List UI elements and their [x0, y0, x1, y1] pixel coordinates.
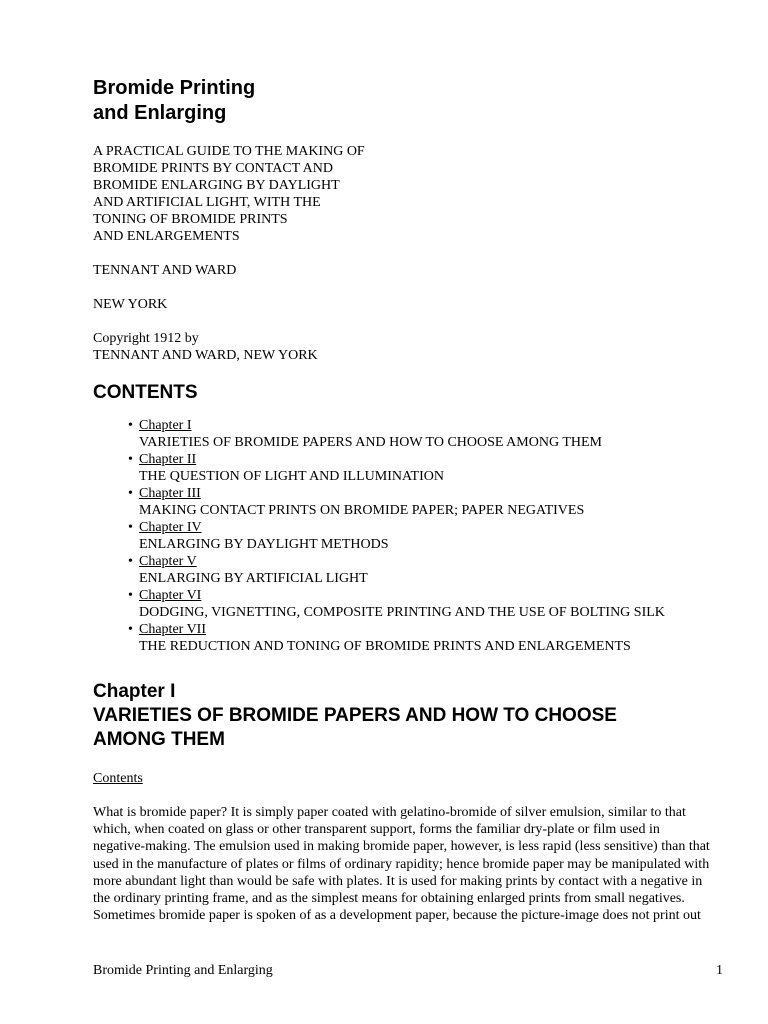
bullet-icon: • — [128, 452, 133, 467]
subtitle-line: BROMIDE ENLARGING BY DAYLIGHT — [93, 178, 340, 193]
bullet-icon: • — [128, 486, 133, 501]
copyright-notice — [93, 330, 725, 364]
paragraph-line: What is bromide paper? It is simply paper coated with gelatino-bromide of silver emulsion, similar to that — [93, 805, 686, 820]
toc-description: MAKING CONTACT PRINTS ON BROMIDE PAPER; PAPER NEGATIVES — [139, 503, 585, 518]
paragraph-line: more abundant light than would be safe with plates. It is used for making prints by contact with a negative in — [93, 873, 703, 889]
footer-title: Bromide Printing and Enlarging — [93, 963, 273, 978]
chapter-title-line-1: VARIETIES OF BROMIDE PAPERS AND HOW TO CHOOSE — [93, 705, 617, 726]
page-number: 1 — [716, 963, 723, 978]
toc-item-chapter-2 — [128, 451, 725, 485]
toc-item-chapter-3 — [128, 485, 725, 519]
toc-description: DODGING, VIGNETTING, COMPOSITE PRINTING AND THE USE OF BOLTING SILK — [139, 605, 665, 620]
toc-description: THE QUESTION OF LIGHT AND ILLUMINATION — [139, 469, 444, 484]
toc-description: ENLARGING BY ARTIFICIAL LIGHT — [139, 571, 368, 586]
toc-link-chapter-3[interactable]: Chapter III — [139, 486, 201, 501]
toc-link-chapter-6[interactable]: Chapter VI — [139, 588, 202, 603]
toc-link-chapter-4[interactable]: Chapter IV — [139, 520, 202, 535]
paragraph-line: the ordinary printing frame, and as the simplest means for obtaining enlarged prints from small negatives. — [93, 891, 685, 907]
bullet-icon: • — [128, 418, 133, 433]
publisher-text: TENNANT AND WARD — [93, 263, 237, 278]
document-page — [93, 76, 725, 924]
copyright-line-1: Copyright 1912 by — [93, 331, 199, 346]
toc-link-chapter-1[interactable]: Chapter I — [139, 418, 192, 433]
subtitle-line: A PRACTICAL GUIDE TO THE MAKING OF — [93, 144, 365, 159]
toc-item-chapter-4 — [128, 519, 725, 553]
publisher-city — [93, 296, 725, 313]
toc-link-chapter-2[interactable]: Chapter II — [139, 452, 197, 467]
paragraph-line: Sometimes bromide paper is spoken of as a development paper, because the picture-image does not print out — [93, 908, 701, 924]
table-of-contents — [93, 417, 725, 655]
subtitle-line: BROMIDE PRINTS BY CONTACT AND — [93, 161, 334, 176]
bullet-icon: • — [128, 588, 133, 603]
paragraph-line: which, when coated on glass or other transparent support, forms the familiar dry-plate or film used in — [93, 822, 660, 838]
publisher-name — [93, 262, 725, 279]
contents-heading: CONTENTS — [93, 382, 198, 403]
paragraph-line: used in the manufacture of plates or films of ordinary rapidity; hence bromide paper may be manipulated with — [93, 856, 710, 872]
chapter-label: Chapter I — [93, 681, 176, 702]
chapter-title-line-2: AMONG THEM — [93, 729, 225, 750]
toc-item-chapter-5 — [128, 553, 725, 587]
bullet-icon: • — [128, 622, 133, 637]
book-title-line-2: and Enlarging — [93, 102, 227, 124]
paragraph-line: negative-making. The emulsion used in making bromide paper, however, is less rapid (less sensitive) than that — [93, 839, 710, 855]
toc-description: THE REDUCTION AND TONING OF BROMIDE PRINTS AND ENLARGEMENTS — [139, 639, 631, 654]
chapter-heading — [93, 680, 725, 752]
toc-link-chapter-5[interactable]: Chapter V — [139, 554, 197, 569]
subtitle-line: AND ARTIFICIAL LIGHT, WITH THE — [93, 195, 321, 210]
toc-description: ENLARGING BY DAYLIGHT METHODS — [139, 537, 389, 552]
toc-item-chapter-1 — [128, 417, 725, 451]
chapter-paragraph — [93, 804, 725, 924]
book-subtitle — [93, 143, 725, 245]
toc-item-chapter-7 — [128, 621, 725, 655]
back-to-contents-link[interactable]: Contents — [93, 771, 143, 786]
subtitle-line: AND ENLARGEMENTS — [93, 229, 240, 244]
toc-description: VARIETIES OF BROMIDE PAPERS AND HOW TO CHOOSE AMONG THEM — [139, 435, 602, 450]
copyright-line-2: TENNANT AND WARD, NEW YORK — [93, 348, 318, 363]
bullet-icon: • — [128, 520, 133, 535]
city-text: NEW YORK — [93, 297, 168, 312]
bullet-icon: • — [128, 554, 133, 569]
toc-link-chapter-7[interactable]: Chapter VII — [139, 622, 206, 637]
book-title-line-1: Bromide Printing — [93, 77, 256, 99]
subtitle-line: TONING OF BROMIDE PRINTS — [93, 212, 288, 227]
book-title — [93, 76, 725, 126]
toc-item-chapter-6 — [128, 587, 725, 621]
